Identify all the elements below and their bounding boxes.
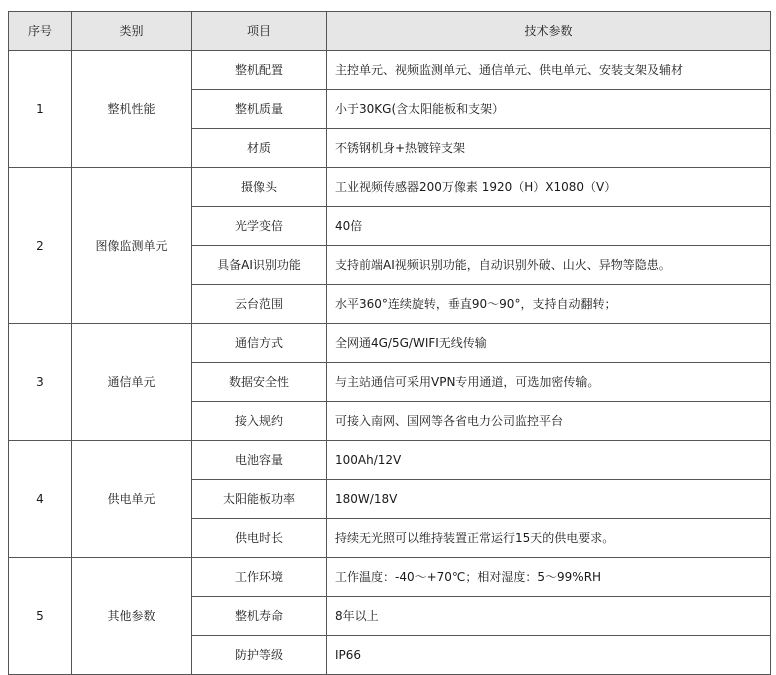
- cell-params: 主控单元、视频监测单元、通信单元、供电单元、安装支架及辅材: [327, 51, 771, 90]
- cell-item: 电池容量: [192, 441, 327, 480]
- header-params: 技术参数: [327, 12, 771, 51]
- header-no: 序号: [9, 12, 72, 51]
- cell-params: 不锈钢机身+热镀锌支架: [327, 129, 771, 168]
- cell-item: 整机配置: [192, 51, 327, 90]
- cell-category: 整机性能: [72, 51, 192, 168]
- cell-item: 光学变倍: [192, 207, 327, 246]
- cell-item: 接入规约: [192, 402, 327, 441]
- header-row: [9, 12, 771, 51]
- cell-params: 与主站通信可采用VPN专用通道，可选加密传输。: [327, 363, 771, 402]
- cell-params: 持续无光照可以维持装置正常运行15天的供电要求。: [327, 519, 771, 558]
- cell-params: 小于30KG(含太阳能板和支架）: [327, 90, 771, 129]
- header-item: 项目: [192, 12, 327, 51]
- table-row: [9, 441, 771, 480]
- cell-no: 5: [9, 558, 72, 675]
- header-category: 类别: [72, 12, 192, 51]
- cell-params: 100Ah/12V: [327, 441, 771, 480]
- cell-category: 图像监测单元: [72, 168, 192, 324]
- table-row: [9, 558, 771, 597]
- cell-item: 工作环境: [192, 558, 327, 597]
- cell-item: 供电时长: [192, 519, 327, 558]
- cell-params: 可接入南网、国网等各省电力公司监控平台: [327, 402, 771, 441]
- cell-params: 全网通4G/5G/WIFI无线传输: [327, 324, 771, 363]
- table-row: [9, 51, 771, 90]
- cell-params: 支持前端AI视频识别功能，自动识别外破、山火、异物等隐患。: [327, 246, 771, 285]
- cell-item: 整机质量: [192, 90, 327, 129]
- cell-no: 2: [9, 168, 72, 324]
- table-row: [9, 324, 771, 363]
- cell-item: 整机寿命: [192, 597, 327, 636]
- cell-params: 工业视频传感器200万像素 1920（H）X1080（V）: [327, 168, 771, 207]
- table-body: [9, 51, 771, 675]
- cell-params: 水平360°连续旋转，垂直90～90°，支持自动翻转；: [327, 285, 771, 324]
- cell-params: 180W/18V: [327, 480, 771, 519]
- cell-no: 3: [9, 324, 72, 441]
- cell-category: 供电单元: [72, 441, 192, 558]
- cell-item: 具备AI识别功能: [192, 246, 327, 285]
- cell-item: 太阳能板功率: [192, 480, 327, 519]
- cell-item: 通信方式: [192, 324, 327, 363]
- cell-params: 8年以上: [327, 597, 771, 636]
- cell-item: 数据安全性: [192, 363, 327, 402]
- cell-category: 其他参数: [72, 558, 192, 675]
- cell-no: 1: [9, 51, 72, 168]
- cell-item: 材质: [192, 129, 327, 168]
- table-header: [9, 12, 771, 51]
- cell-params: IP66: [327, 636, 771, 675]
- cell-item: 摄像头: [192, 168, 327, 207]
- cell-item: 云台范围: [192, 285, 327, 324]
- cell-params: 工作温度：-40～+70℃；相对湿度：5～99%RH: [327, 558, 771, 597]
- cell-item: 防护等级: [192, 636, 327, 675]
- cell-no: 4: [9, 441, 72, 558]
- table-row: [9, 168, 771, 207]
- cell-category: 通信单元: [72, 324, 192, 441]
- spec-table: [8, 11, 771, 675]
- cell-params: 40倍: [327, 207, 771, 246]
